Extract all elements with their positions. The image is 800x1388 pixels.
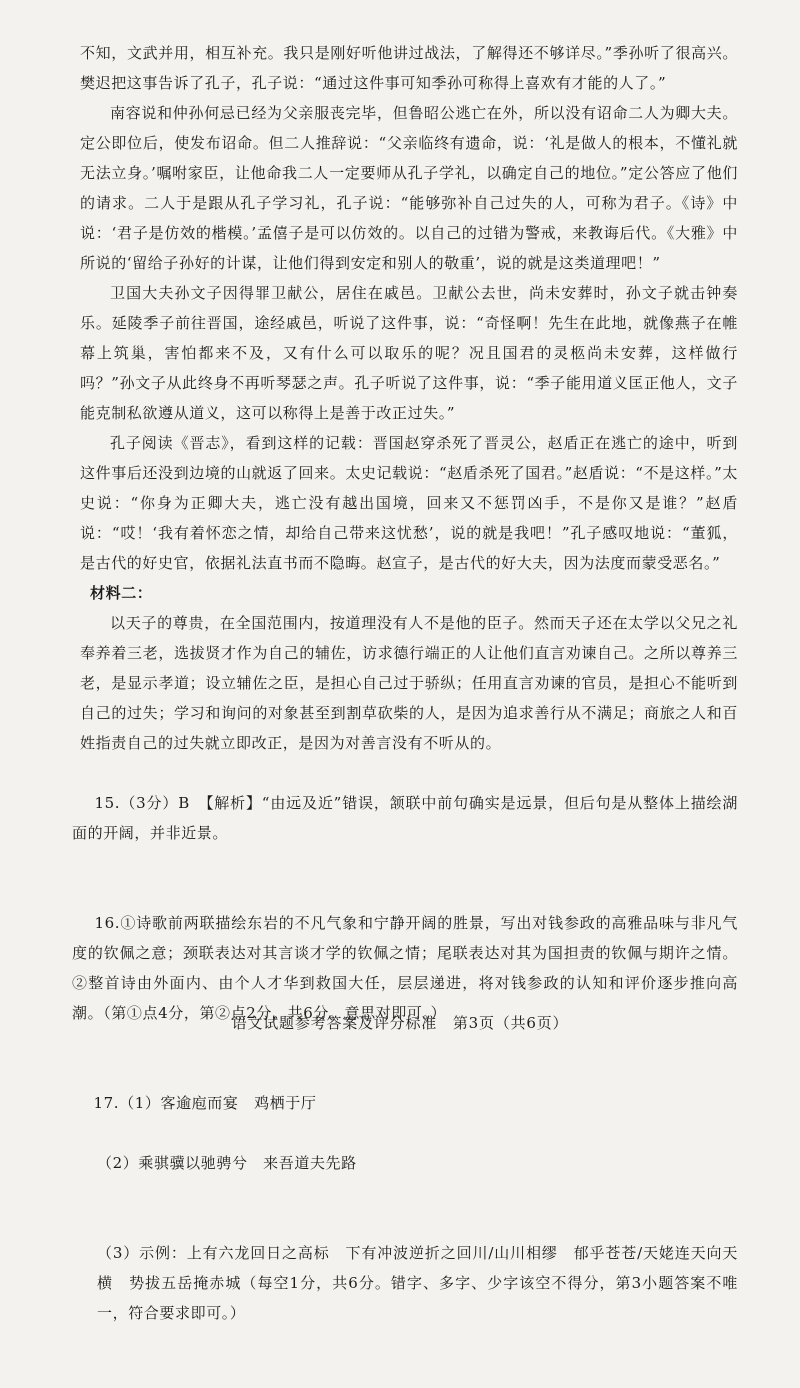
answer-15-text: 15.（3分）B 【解析】“由远及近”错误，颔联中前句确实是远景，但后句是从整体上描绘湖面的开阔，并非近景。 xyxy=(72,794,738,842)
passage-sunwenzi: 卫国大夫孙文子因得罪卫献公，居住在戚邑。卫献公去世，尚未安葬时，孙文子就击钟奏乐。延陵季子前往晋国，途经戚邑，听说了这件事，说：“奇怪啊！先生在此地，就像燕子在帷幕上筑巢，害怕都来不及，又有什么可以取乐的呢？况且国君的灵柩尚未安葬，这样做行吗？”孙文子从此终身不再听琴瑟之声。孔子听说了这件事，说：“季子能用道义匡正他人，文子能克制私欲遵从道义，这可以称得上是善于改正过失。” xyxy=(80,284,738,422)
passage-nanrong: 南容说和仲孙何忌已经为父亲服丧完毕，但鲁昭公逃亡在外，所以没有诏命二人为卿大夫。定公即位后，使发布诏命。但二人推辞说：“父亲临终有遗命，说：‘礼是做人的根本，不懂礼就无法立身。’嘱咐家臣，让他命我二人一定要师从孔子学礼，以确定自己的地位。”定公答应了他们的请求。二人于是跟从孔子学习礼，孔子说：“能够弥补自己过失的人，可称为君子。《诗》中说：‘君子是仿效的楷模。’孟僖子是可以仿效的。以自己的过错为警戒，来教诲后代。《大雅》中所说的‘留给子孙好的计谋，让他们得到安定和别人的敬重’，说的就是这类道理吧！” xyxy=(80,104,738,272)
answer-17-part-2: （2）乘骐骥以驰骋兮 来吾道夫先路 xyxy=(97,1154,357,1172)
passage-zhaodun: 孔子阅读《晋志》，看到这样的记载：晋国赵穿杀死了晋灵公，赵盾正在逃亡的途中，听到这件事后还没到边境的山就返了回来。太史记载说：“赵盾杀死了国君。”赵盾说：“不是这样。”太史说：“你身为正卿大夫，逃亡没有越出国境，回来又不惩罚凶手，不是你又是谁？”赵盾说：“哎！‘我有着怀恋之情，却给自己带来这忧愁’，说的就是我吧！”孔子感叹地说：“董狐，是古代的好史官，依据礼法直书而不隐晦。赵宣子，是古代的好大夫，因为法度而蒙受恶名。” xyxy=(80,434,738,572)
answer-16-text: 16.①诗歌前两联描绘东岩的不凡气象和宁静开阔的胜景，写出对钱参政的高雅品味与非凡气度的钦佩之意；颈联表达对其言谈才学的钦佩之情；尾联表达对其为国担责的钦佩与期许之情。②整首诗由外面内、由个人才华到救国大任，层层递进，将对钱参政的认知和评价逐步推向高潮。（第①点4分，第②点2分，共6分。意思对即可。） xyxy=(72,914,738,1022)
page-footer: 语文试题参考答案及评分标准 第3页（共6页） xyxy=(231,1014,569,1032)
material-two-heading: 材料二： xyxy=(90,584,153,602)
answer-17-part-3: （3）示例：上有六龙回日之高标 下有冲波逆折之回川/山川相缪 郁乎苍苍/天姥连天向天横 势拔五岳掩赤城（每空1分，共6分。错字、多字、少字该空不得分，第3小题答案不唯一，符合要求即可。） xyxy=(97,1244,738,1322)
answer-17-part-1: 17.（1）客逾庖而宴 鸡栖于厅 xyxy=(93,1094,317,1112)
answer-15 xyxy=(72,758,738,878)
answer-17 xyxy=(72,1058,738,1388)
material-two-text: 以天子的尊贵，在全国范围内，按道理没有人不是他的臣子。然而天子还在太学以父兄之礼奉养着三老，选拔贤才作为自己的辅佐，访求德行端正的人让他们直言劝谏自己。之所以尊养三老，是显示孝道；设立辅佐之臣，是担心自己过于骄纵；任用直言劝谏的官员，是担心不能听到自己的过失；学习和询问的对象甚至到割草砍柴的人，是因为追求善行从不满足；商旅之人和百姓指责自己的过失就立即改正，是因为对善言没有不听从的。 xyxy=(80,614,738,752)
passage-continuation: 不知，文武并用，相互补充。我只是刚好听他讲过战法，了解得还不够详尽。”季孙听了很高兴。樊迟把这事告诉了孔子，孔子说：“通过这件事可知季孙可称得上喜欢有才能的人了。” xyxy=(80,44,738,92)
